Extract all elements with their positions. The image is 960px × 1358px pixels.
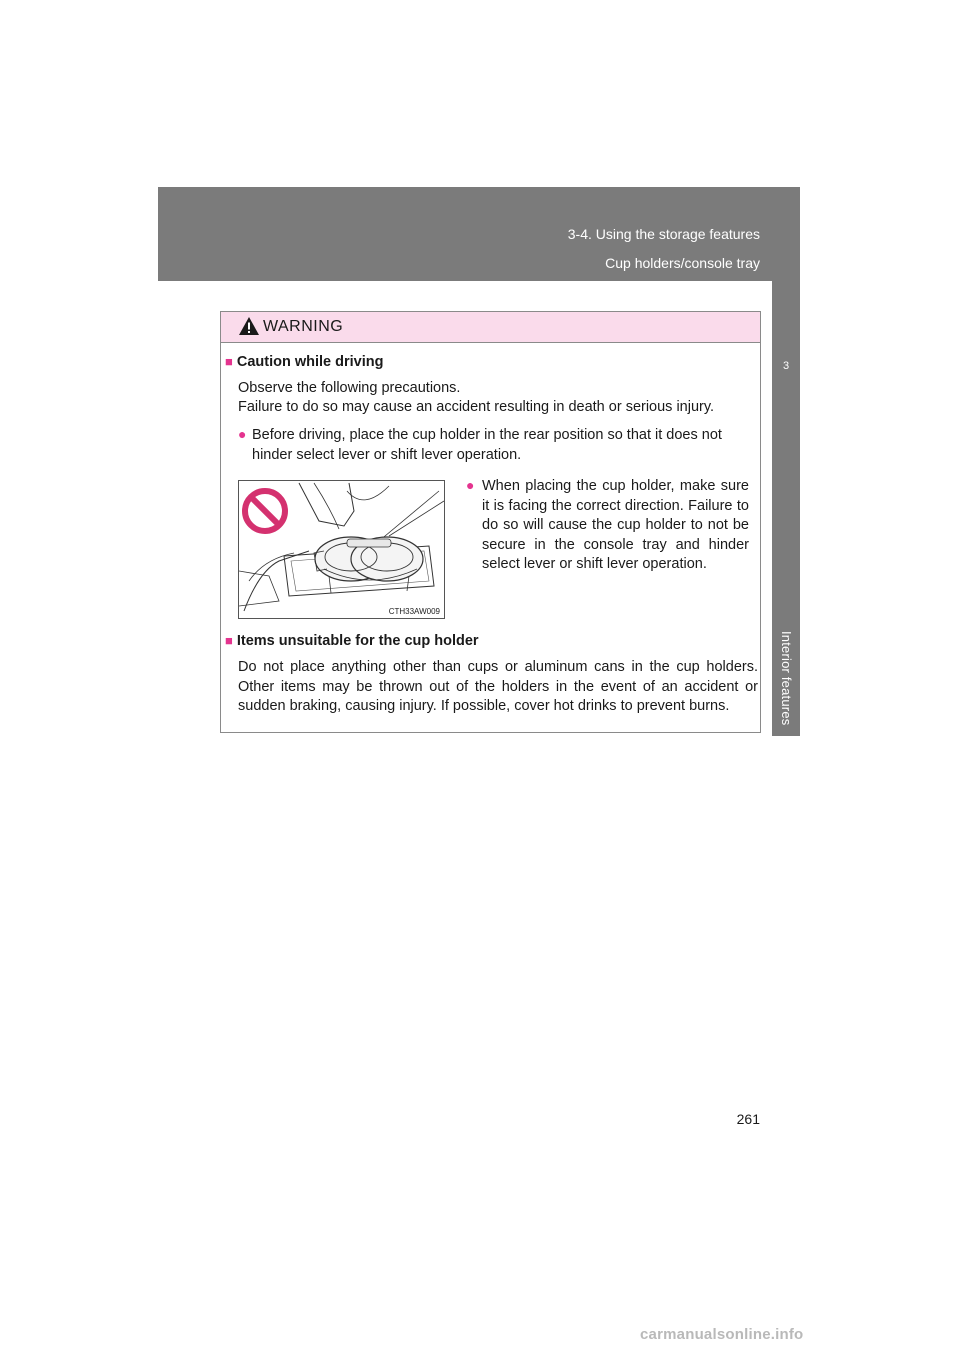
page-number: 261 — [736, 1111, 760, 1127]
header-band — [158, 187, 800, 281]
header-section-title: 3-4. Using the storage features — [567, 226, 760, 242]
warning-box — [220, 311, 761, 733]
section-title-items-unsuitable: ■ Items unsuitable for the cup holder — [225, 633, 479, 649]
circle-bullet-icon: ● — [238, 426, 247, 442]
warning-header — [221, 312, 760, 343]
cup-holder-illustration — [238, 480, 445, 619]
unsuitable-items-text: Do not place anything other than cups or aluminum cans in the cup holders. Other items may be thrown out of the holders in the event of an accident or sudden braking, causing injury. If possible, cover hot drinks to prevent burns. — [238, 659, 758, 714]
square-bullet-icon: ■ — [225, 354, 233, 369]
chapter-label: Interior features — [779, 631, 794, 726]
watermark-text: carmanualsonline.info — [640, 1326, 804, 1343]
warning-triangle-icon — [238, 316, 260, 336]
caution-bullet-2: ● When placing the cup holder, make sure it is facing the correct direction. Failure to do so will cause the cup holder to not be secure in the console tray and hinder select lever or shift lever operation. — [466, 477, 749, 572]
square-bullet-icon: ■ — [225, 633, 233, 648]
chapter-side-tab[interactable] — [772, 216, 800, 736]
caution-line-1: Observe the following precautions. — [238, 380, 461, 396]
chapter-number: 3 — [782, 360, 790, 372]
section-title-caution-driving: ■ Caution while driving — [225, 354, 384, 370]
header-subsection-title: Cup holders/console tray — [605, 255, 760, 271]
circle-bullet-icon: ● — [466, 477, 475, 493]
warning-title: WARNING — [263, 318, 344, 335]
caution-bullet-1: ● Before driving, place the cup holder in the rear position so that it does not hinder select lever or shift lever operation. — [238, 426, 722, 463]
caution-line-2: Failure to do so may cause an accident resulting in death or serious injury. — [238, 399, 715, 415]
cup-holder-drawing — [239, 481, 444, 618]
illustration-code: CTH33AW009 — [388, 607, 440, 616]
